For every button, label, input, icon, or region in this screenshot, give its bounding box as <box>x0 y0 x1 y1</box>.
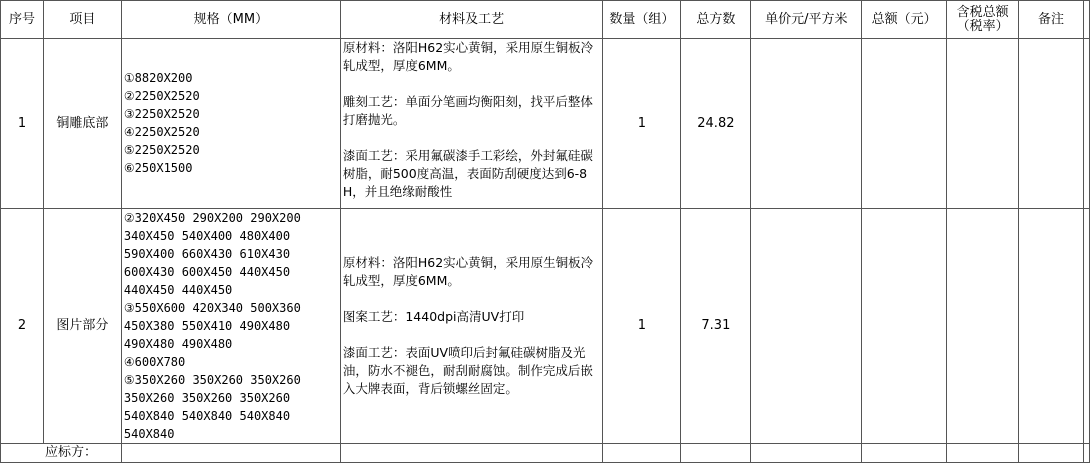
header-remark[interactable]: 备注 <box>1019 1 1084 39</box>
row1-total-sqm[interactable]: 24.82 <box>681 39 751 209</box>
row2-index[interactable]: 2 <box>1 209 44 444</box>
row2-total-amount[interactable] <box>862 209 947 444</box>
material-raw: 原材料：洛阳H62实心黄铜，采用原生铜板冷轧成型，厚度6MM。 <box>342 255 594 288</box>
footer-row <box>1 444 1090 463</box>
spec-line: ⑤350X260 350X260 350X260 <box>123 373 301 387</box>
spec-line: 350X260 350X260 350X260 <box>123 391 291 405</box>
material-paint: 漆面工艺：采用氟碳漆手工彩绘，外封氟硅碳树脂，耐500度高温，表面防刮硬度达到6-8H，并且绝缘耐酸性 <box>342 148 593 199</box>
header-qty[interactable]: 数量（组） <box>603 1 681 39</box>
footer-cell[interactable] <box>121 444 340 463</box>
row1-index[interactable]: 1 <box>1 39 44 209</box>
spec-line: ④2250X2520 <box>123 125 200 139</box>
spec-line: 450X380 550X410 490X480 <box>123 319 291 333</box>
row1-item[interactable]: 铜雕底部 <box>43 39 121 209</box>
spec-line: ①8820X200 <box>123 71 193 85</box>
row2-extra[interactable] <box>1083 209 1089 444</box>
row2-unit-price[interactable] <box>751 209 862 444</box>
footer-cell[interactable] <box>340 444 603 463</box>
material-pattern: 图案工艺：1440dpi高清UV打印 <box>342 309 525 324</box>
header-row <box>1 1 1090 39</box>
row1-total-amount[interactable] <box>862 39 947 209</box>
header-unit-price[interactable]: 单价元/平方米 <box>751 1 862 39</box>
footer-cell[interactable] <box>947 444 1019 463</box>
row1-spec[interactable] <box>121 39 340 209</box>
footer-cell[interactable] <box>751 444 862 463</box>
spec-line: 600X430 600X450 440X450 <box>123 265 291 279</box>
row2-material[interactable] <box>340 209 603 444</box>
row2-tax[interactable] <box>947 209 1019 444</box>
spec-line: ④600X780 <box>123 355 186 369</box>
spec-line: 590X400 660X430 610X430 <box>123 247 291 261</box>
header-item[interactable]: 项目 <box>43 1 121 39</box>
footer-cell[interactable] <box>1019 444 1084 463</box>
material-paint: 漆面工艺：表面UV喷印后封氟硅碳树脂及光油，防水不褪色，耐刮耐腐蚀。制作完成后嵌入大牌表面，背后锁螺丝固定。 <box>342 345 593 396</box>
spec-line: 540X840 <box>123 427 175 441</box>
footer-cell[interactable] <box>862 444 947 463</box>
row1-tax[interactable] <box>947 39 1019 209</box>
footer-cell[interactable] <box>603 444 681 463</box>
header-tax-line2: （税率） <box>956 18 1009 34</box>
spec-line: ②2250X2520 <box>123 89 200 103</box>
spec-line: ⑥250X1500 <box>123 161 193 175</box>
header-index[interactable]: 序号 <box>1 1 44 39</box>
spec-line: 340X450 540X400 480X400 <box>123 229 291 243</box>
row1-remark[interactable] <box>1019 39 1084 209</box>
row1-extra[interactable] <box>1083 39 1089 209</box>
header-total-sqm[interactable]: 总方数 <box>681 1 751 39</box>
spec-line: 490X480 490X480 <box>123 337 233 351</box>
material-raw: 原材料：洛阳H62实心黄铜，采用原生铜板冷轧成型，厚度6MM。 <box>342 40 594 73</box>
spec-line: ③2250X2520 <box>123 107 200 121</box>
header-material[interactable]: 材料及工艺 <box>340 1 603 39</box>
spec-line: ②320X450 290X200 290X200 <box>123 211 301 225</box>
header-extra[interactable] <box>1083 1 1089 39</box>
material-carving: 雕刻工艺：单面分笔画均衡阳刻，找平后整体打磨抛光。 <box>342 94 593 127</box>
table-row-2 <box>1 209 1090 444</box>
header-spec[interactable]: 规格（MM） <box>121 1 340 39</box>
footer-cell[interactable] <box>681 444 751 463</box>
table-row-1 <box>1 39 1090 209</box>
row2-remark[interactable] <box>1019 209 1084 444</box>
row2-total-sqm[interactable]: 7.31 <box>681 209 751 444</box>
spec-line: 540X840 540X840 540X840 <box>123 409 291 423</box>
row1-material[interactable] <box>340 39 603 209</box>
spec-line: ③550X600 420X340 500X360 <box>123 301 301 315</box>
header-total-amount[interactable]: 总额（元） <box>862 1 947 39</box>
spec-line: ⑤2250X2520 <box>123 143 200 157</box>
row2-item[interactable]: 图片部分 <box>43 209 121 444</box>
spec-line: 440X450 440X450 <box>123 283 233 297</box>
row2-qty[interactable]: 1 <box>603 209 681 444</box>
row1-unit-price[interactable] <box>751 39 862 209</box>
footer-cell[interactable] <box>1083 444 1089 463</box>
header-tax-line1: 含税总额 <box>956 4 1009 20</box>
header-tax-total[interactable] <box>947 1 1019 39</box>
bidder-label[interactable]: 应标方： <box>1 444 122 463</box>
row2-spec[interactable] <box>121 209 340 444</box>
row1-qty[interactable]: 1 <box>603 39 681 209</box>
